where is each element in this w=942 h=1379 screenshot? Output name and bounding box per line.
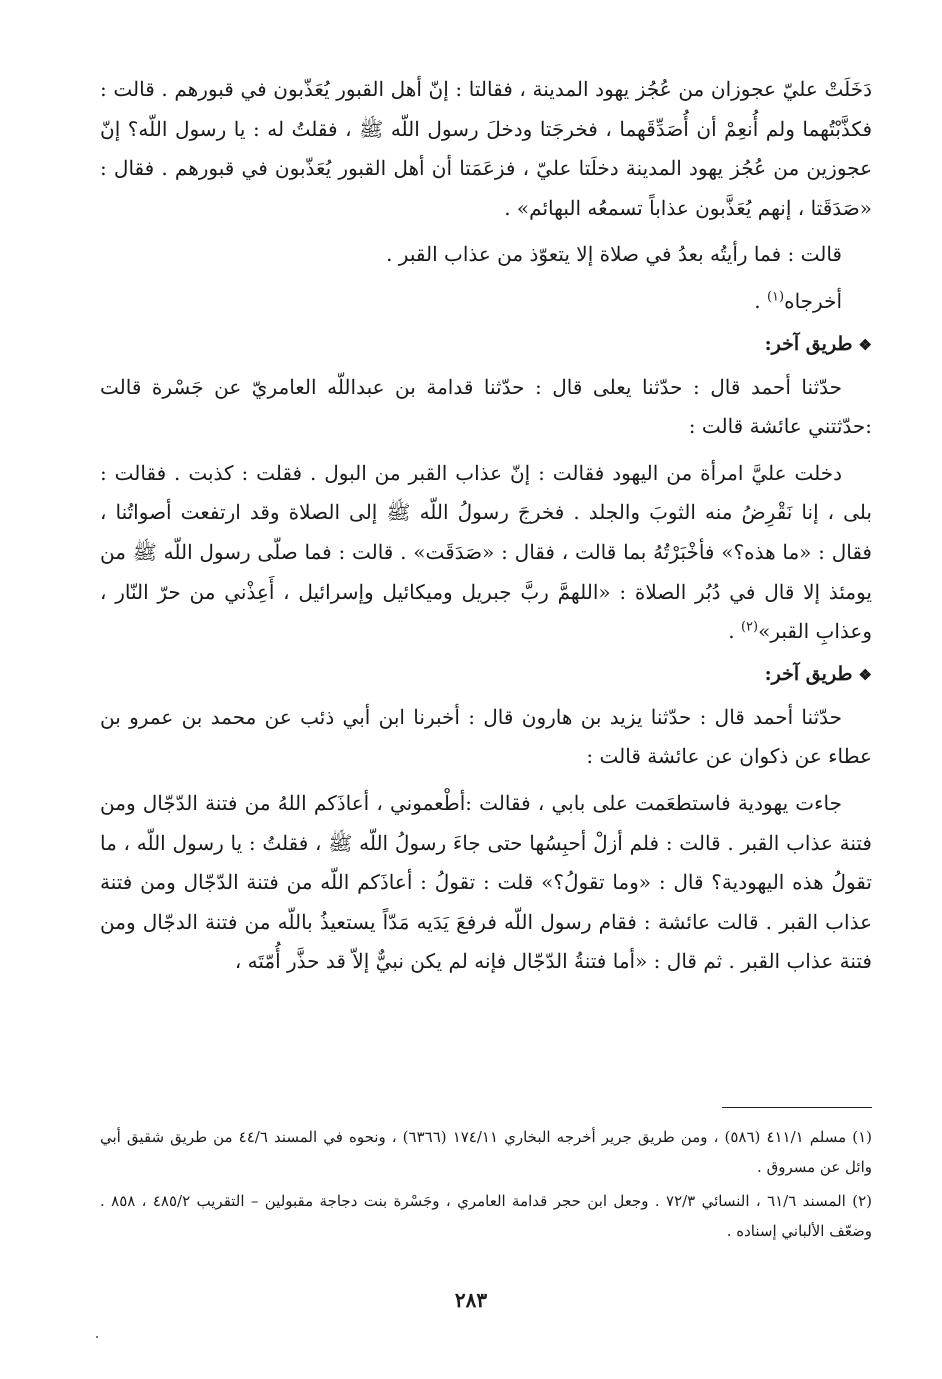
paragraph-5 xyxy=(100,454,872,652)
paragraph-6: حدّثنا أحمد قال : حدّثنا يزيد بن هارون قال : أخبرنا ابن أبي ذئب عن محمد بن عمرو بن عطاء عن ذكوان عن عائشة قالت : xyxy=(100,704,872,769)
diamond-icon: ❖ xyxy=(858,665,872,684)
section-heading-2-text: طريق آخر: xyxy=(764,662,853,685)
footnote-1: (١) مسلم ٤١١/١ (٥٨٦) ، ومن طريق جرير أخرجه البخاري ١٧٤/١١ (٦٣٦٦) ، ونحوه في المسند ٤٤/٦ من طريق شقيق أبي وائل عن مسروق . xyxy=(100,1128,872,1176)
paragraph-1: دَخَلَتْ عليّ عجوزان من عُجُز يهود المدينة ، فقالتا : إنّ أهل القبور يُعَذّبون في قبورهم . قالت : فكذَّبْتُهما ولم أُنعِمْ أن أُصَدِّقَهما ، فخرجَتا ودخلَ رسول اللّه ﷺ ، فقلتُ له : يا رسول اللّه؟ إنّ عجوزين من عُجُز يهود المدينة دخلَتا عليّ ، فزعَمَتا أن أهل القبور يُعَذّبون في قبورهم . فقال : «صَدَقَتا ، إنهم يُعَذَّبون عذاباً تسمعُه البهائم» . xyxy=(100,77,872,220)
paragraph-3-end: . xyxy=(754,288,767,313)
section-heading-1-text: طريق آخر: xyxy=(764,332,853,355)
paragraph-5-end: . xyxy=(728,619,741,644)
paragraph-3 xyxy=(100,282,872,322)
footnote-ref-2: (٢) xyxy=(740,619,759,635)
paragraph-5-text: دخلت عليَّ امرأة من اليهود فقالت : إنّ عذاب القبر من البول . فقلت : كذبت . فقالت : بلى ، إنا نَقْرِضُ منه الثوبَ والجلد . فخرجَ رسولُ اللّه ﷺ إلى الصلاة وقد ارتفعت أصواتُنا ، فقال : «ما هذه؟» فأخْبَرْتُهُ بما قالت ، فقال : «صَدَقَت» . قالت : فما صلّى رسول اللّه ﷺ من يومئذ إلا قال في دُبُر الصلاة : «اللهمَّ ربَّ جبريل وميكائيل وإسرائيل ، أَعِذْني من حرّ النّار ، وعذابِ القبر» xyxy=(100,460,872,644)
footnote-2: (٢) المسند ٦١/٦ ، النسائي ٧٢/٣ . وجعل ابن حجر قدامة العامري ، وجَسْرة بنت دجاجة مقبولين – التقريب ٤٨٥/٢ ، ٨٥٨ . وضعّف الألباني إسناده . xyxy=(100,1192,872,1240)
dot-mark xyxy=(96,1336,98,1338)
page-number: ٢٨٣ xyxy=(454,1288,488,1312)
paragraph-2: قالت : فما رأيتُه بعدُ في صلاة إلا يتعوّذ من عذاب القبر . xyxy=(386,242,842,267)
footnote-ref-1: (١) xyxy=(766,289,785,305)
footnote-divider xyxy=(722,1107,872,1108)
paragraph-4: حدّثنا أحمد قال : حدّثنا يعلى قال : حدّثنا قدامة بن عبداللّه العامريّ عن جَسْرة قالت :حدّثتني عائشة قالت : xyxy=(100,374,872,439)
footnotes xyxy=(100,1122,872,1250)
section-heading-1 xyxy=(100,329,872,360)
section-heading-2 xyxy=(100,659,872,690)
main-text xyxy=(100,70,872,989)
paragraph-3-text: أخرجاه xyxy=(784,288,842,313)
paragraph-7: جاءت يهودية فاستطعَمت على بابي ، فقالت :أطْعموني ، أعاذَكم اللهُ من فتنة الدّجّال ومن فتنة عذاب القبر . قالت : فلم أزلْ أحبِسُها حتى جاءَ رسولُ اللّه ﷺ ، فقلتُ : يا رسول اللّه ، ما تقولُ هذه اليهودية؟ قال : «وما تقولُ؟» قلت : تقولُ : أعاذَكم اللّه من فتنة الدّجّال ومن فتنة عذاب القبر . قالت عائشة : فقام رسول اللّه فرفعَ يَدَيه مَدّاً يستعيذُ باللّه من فتنة الدجّال ومن فتنة عذاب القبر . ثم قال : «أما فتنةُ الدّجّال فإنه لم يكن نبيٌّ إلاّ قد حذَّر أُمّتَه ، xyxy=(100,790,872,974)
diamond-icon: ❖ xyxy=(858,335,872,354)
